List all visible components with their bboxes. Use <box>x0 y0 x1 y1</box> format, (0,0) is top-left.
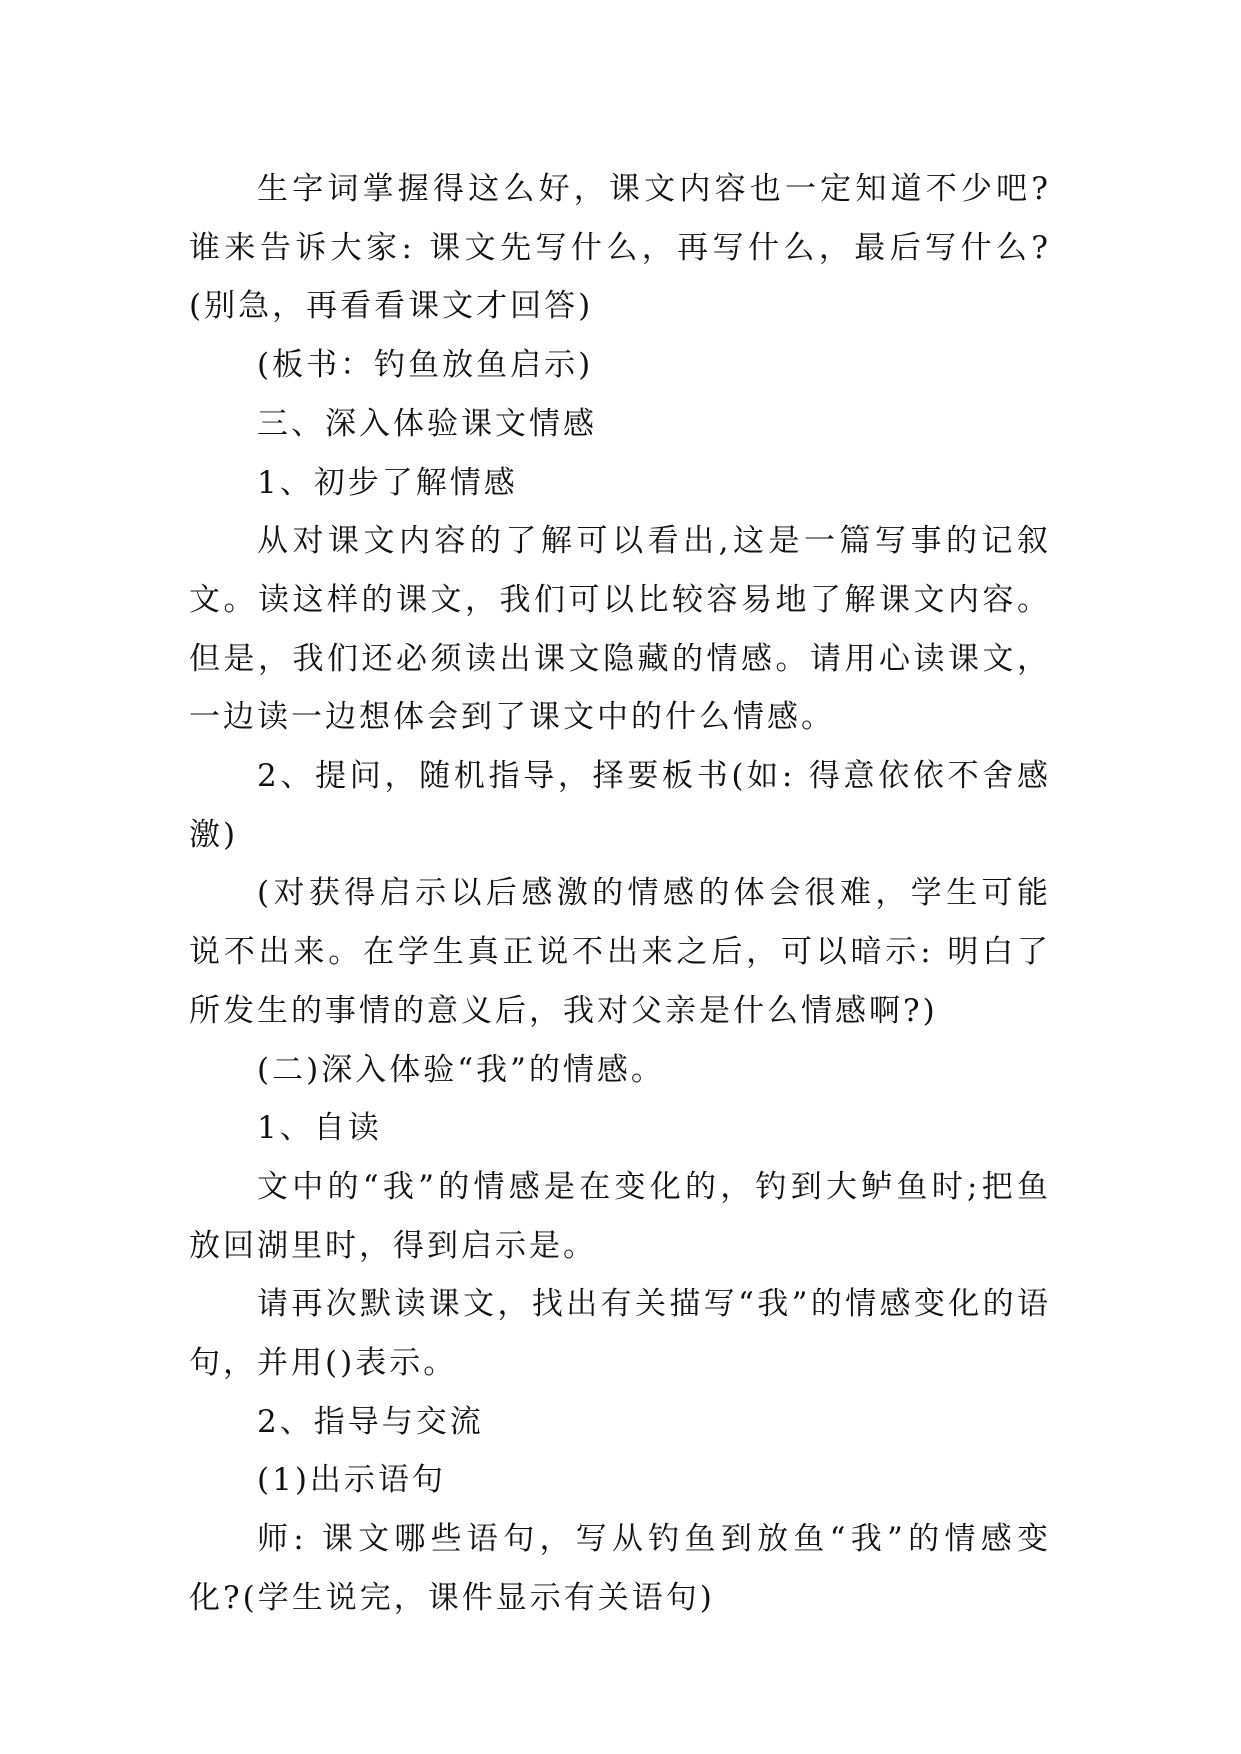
step-heading-2: 2、提问，随机指导，择要板书(如: 得意依依不舍感激) <box>189 758 1051 853</box>
subsection-heading-2: (二)深入体验“我”的情感。 <box>257 1051 665 1088</box>
paragraph-understanding: 从对课文内容的了解可以看出,这是一篇写事的记叙文。读这样的课文，我们可以比较容易地了解课文内容。但是，我们还必须读出课文隐藏的情感。请用心读课文，一边读一边想体会到了课文中的什么情感。 <box>189 523 1051 736</box>
paragraph-hint: (对获得启示以后感激的情感的体会很难，学生可能说不出来。在学生真正说不出来之后，可以暗示: 明白了所发生的事情的意义后，我对父亲是什么情感啊?) <box>189 875 1051 1029</box>
paragraph-emotion-change: 文中的“我”的情感是在变化的，钓到大鲈鱼时;把鱼放回湖里时，得到启示是。 <box>189 1168 1051 1264</box>
step-heading-1: 1、初步了解情感 <box>257 464 518 501</box>
step-heading-self-read: 1、自读 <box>257 1110 382 1147</box>
document-body <box>189 160 1051 1628</box>
step-heading-show-sentences: (1)出示语句 <box>257 1462 446 1499</box>
step-heading-guidance: 2、指导与交流 <box>257 1403 484 1440</box>
paragraph-teacher-question: 师: 课文哪些语句，写从钓鱼到放鱼“我”的情感变化?(学生说完，课件显示有关语句) <box>189 1521 1051 1616</box>
paragraph-review-intro: 生字词掌握得这么好，课文内容也一定知道不少吧?谁来告诉大家: 课文先写什么，再写什么，最后写什么?(别急，再看看课文才回答) <box>189 171 1051 325</box>
paragraph-board-note: (板书：钓鱼放鱼启示) <box>257 347 594 384</box>
section-heading-3: 三、深入体验课文情感 <box>257 405 597 442</box>
paragraph-reread-task: 请再次默读课文，找出有关描写“我”的情感变化的语句，并用()表示。 <box>189 1286 1051 1382</box>
